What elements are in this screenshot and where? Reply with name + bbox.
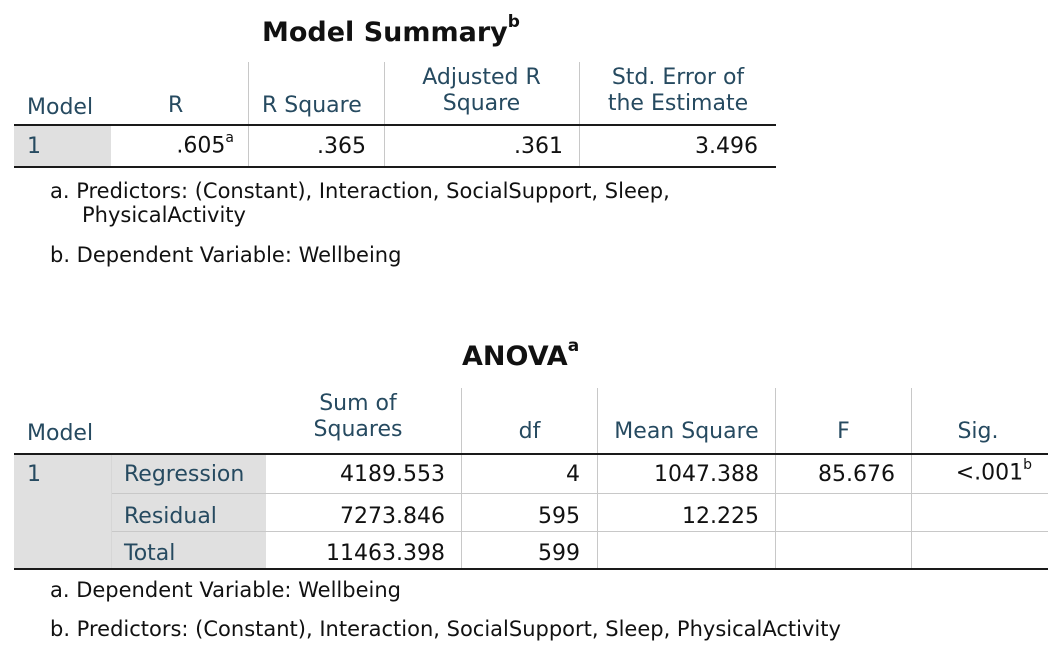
anova-header-ss (268, 391, 448, 443)
anova-title-sup: a (567, 336, 580, 356)
anova-row-separator (111, 531, 1048, 532)
ms-header-divider (248, 62, 249, 124)
ms-note-a-line1: a. Predictors: (Constant), Interaction, SocialSupport, Sleep, (50, 179, 670, 203)
ms-header-r-square: R Square (262, 93, 362, 118)
ms-header-model: Model (27, 95, 94, 120)
anova-cell-ms: 12.225 (682, 504, 759, 529)
anova-note-a: a. Dependent Variable: Wellbeing (50, 578, 401, 602)
anova-cell-df: 4 (566, 462, 580, 487)
ms-bottom-rule (14, 166, 776, 168)
anova-title-text: ANOVA (462, 341, 568, 372)
anova-cell-ms: 1047.388 (654, 462, 759, 487)
ms-row-r-value: .605 (176, 133, 226, 159)
anova-row-label: Residual (124, 504, 217, 529)
ms-row-adj-r-square: .361 (514, 134, 563, 159)
ms-note-b: b. Dependent Variable: Wellbeing (50, 243, 402, 267)
anova-col-divider (461, 455, 462, 568)
anova-row-separator (111, 493, 1048, 494)
ms-header-r: R (168, 93, 184, 118)
ms-row-divider (384, 126, 385, 166)
anova-stub-separator (111, 455, 112, 568)
ms-header-std-line1: Std. Error of (611, 65, 745, 90)
anova-header-f: F (837, 419, 850, 444)
ms-row-r-square: .365 (317, 134, 366, 159)
anova-col-divider (597, 455, 598, 568)
ms-header-adj-r-square (384, 65, 579, 117)
anova-col-divider (911, 455, 912, 568)
anova-header-sig: Sig. (957, 419, 999, 444)
anova-header-ms: Mean Square (614, 419, 759, 444)
anova-cell-sig-sup: b (1023, 457, 1032, 473)
model-summary-title-sup: b (507, 12, 520, 32)
anova-model-number: 1 (27, 462, 41, 487)
ms-header-std-line2: the Estimate (607, 91, 749, 116)
anova-header-model: Model (27, 421, 94, 446)
anova-col-divider (775, 455, 776, 568)
anova-title (462, 336, 580, 372)
ms-row-model: 1 (27, 134, 41, 159)
anova-header-ss-line1: Sum of (319, 391, 397, 416)
anova-cell-df: 599 (538, 541, 580, 566)
anova-cell-ss: 4189.553 (340, 462, 445, 487)
anova-header-ss-line2: Squares (313, 417, 403, 442)
ms-header-adj-line1: Adjusted R (422, 65, 541, 90)
ms-row-divider (248, 126, 249, 166)
anova-header-df: df (518, 419, 541, 444)
anova-cell-sig-value: <.001 (955, 460, 1024, 486)
ms-row-r (120, 132, 234, 158)
ms-top-rule (14, 124, 776, 126)
anova-note-b: b. Predictors: (Constant), Interaction, SocialSupport, Sleep, PhysicalActivity (50, 617, 841, 641)
anova-row-label: Total (124, 541, 176, 566)
ms-row-std-err: 3.496 (695, 134, 758, 159)
anova-bottom-rule (14, 568, 1048, 570)
ms-header-std-err (580, 65, 776, 117)
ms-header-adj-line2: Square (442, 91, 521, 116)
ms-row-r-sup: a (225, 130, 234, 146)
model-summary-title (262, 12, 520, 48)
anova-cell-f: 85.676 (818, 462, 895, 487)
ms-note-a-line2: PhysicalActivity (82, 203, 246, 227)
model-summary-title-text: Model Summary (262, 17, 508, 48)
anova-cell-df: 595 (538, 504, 580, 529)
ms-row-divider (579, 126, 580, 166)
anova-cell-ss: 7273.846 (340, 504, 445, 529)
anova-cell-ss: 11463.398 (326, 541, 445, 566)
anova-row-label: Regression (124, 462, 245, 487)
anova-cell-sig (920, 459, 1032, 485)
